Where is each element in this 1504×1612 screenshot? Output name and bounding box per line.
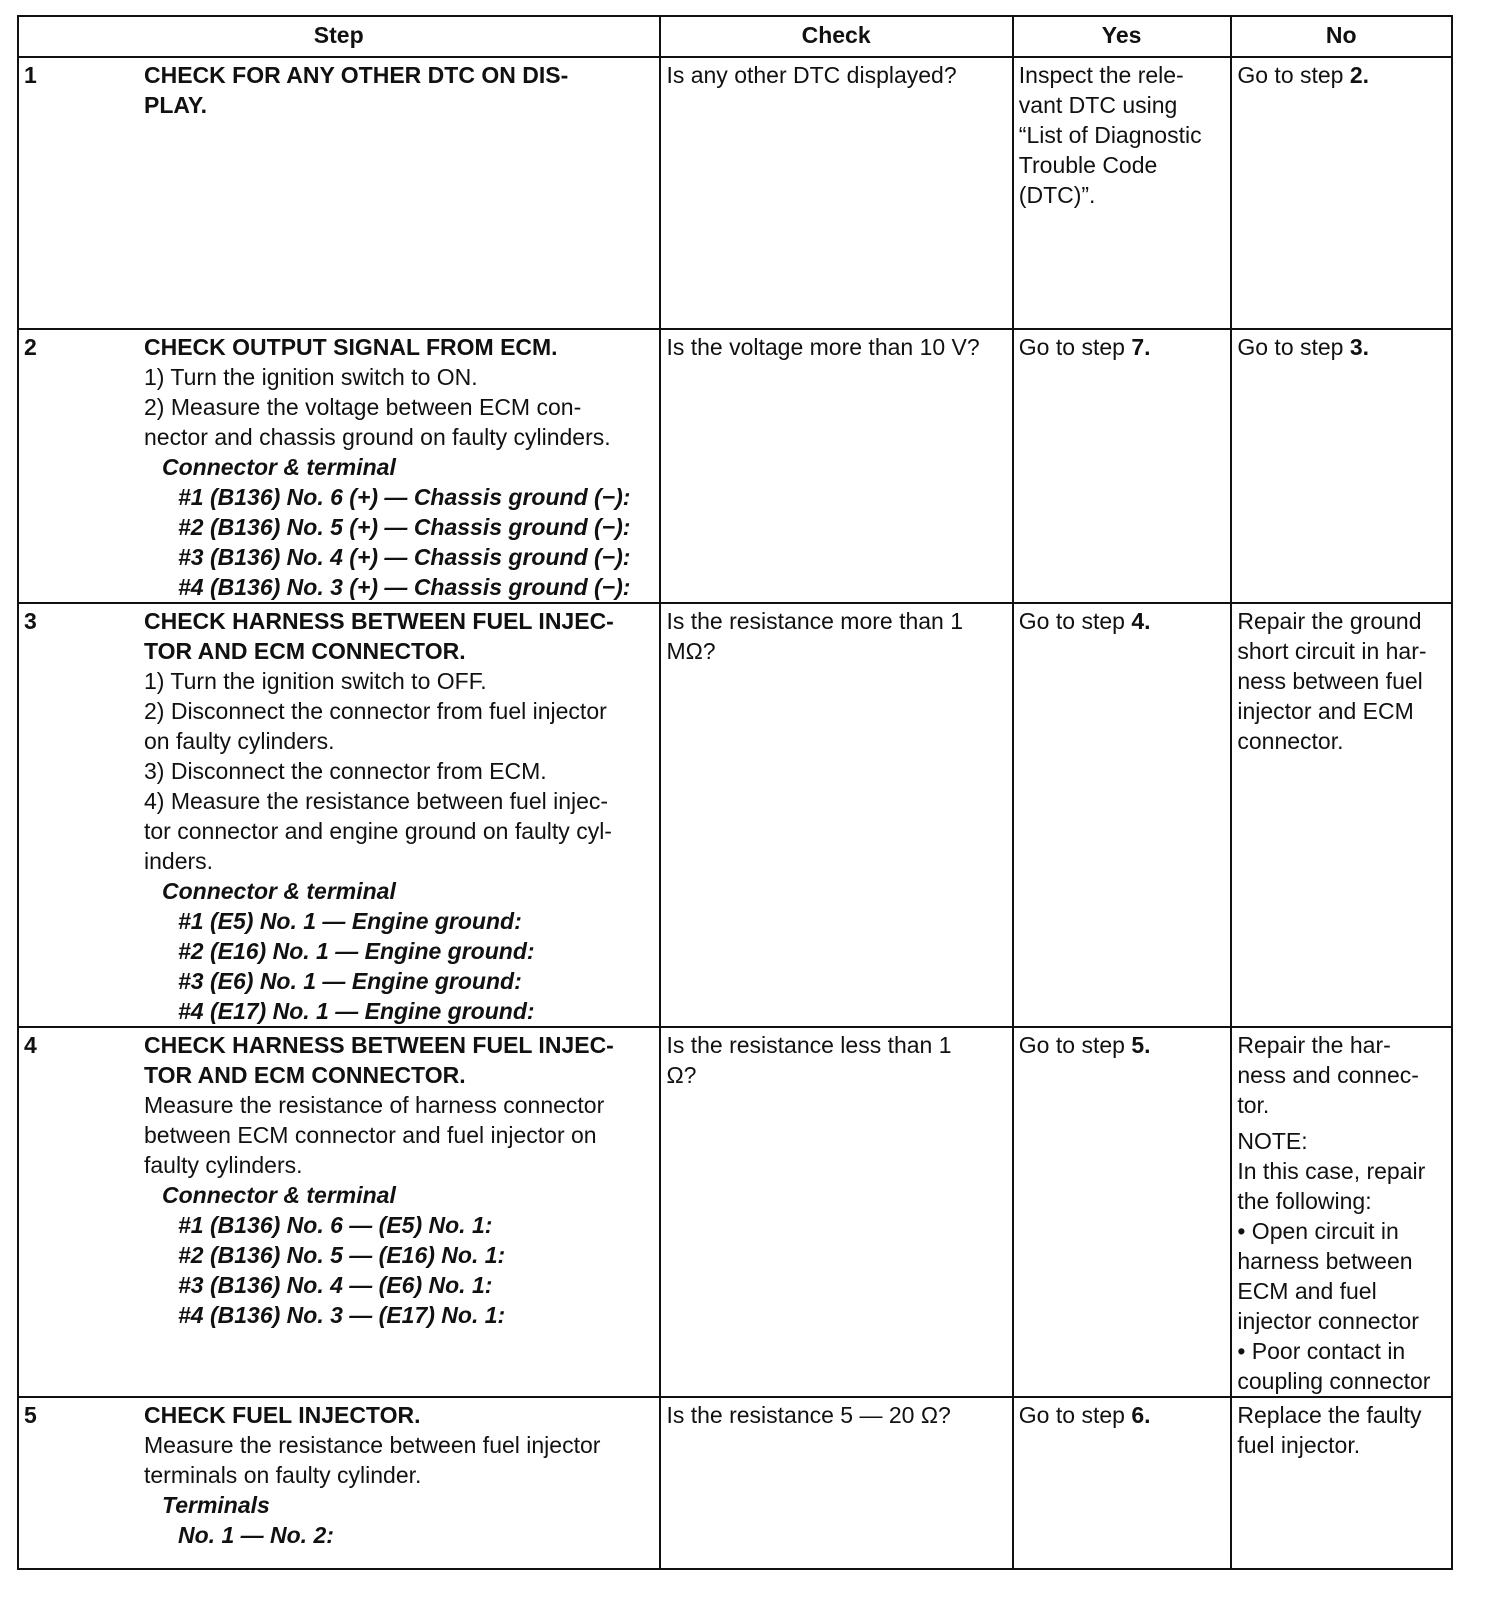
note-text: harness between	[1237, 1248, 1413, 1274]
terminal-spec: #2 (B136) No. 5 (+) — Chassis ground (−):	[178, 514, 631, 540]
yes-cell	[1013, 329, 1232, 603]
no-text: Replace the faulty	[1237, 1402, 1422, 1428]
header-check: Check	[660, 16, 1012, 57]
yes-step-ref: 7.	[1131, 334, 1151, 360]
terminal-label: Connector & terminal	[162, 878, 396, 904]
yes-text: Go to step	[1018, 1032, 1132, 1058]
step-title: CHECK FUEL INJECTOR.	[144, 1402, 421, 1428]
terminal-spec: #3 (B136) No. 4 — (E6) No. 1:	[178, 1272, 493, 1298]
terminal-spec: #2 (B136) No. 5 — (E16) No. 1:	[178, 1242, 506, 1268]
table-row-step-4	[18, 1027, 1452, 1397]
yes-step-ref: 5.	[1131, 1032, 1151, 1058]
check-question: Is the resistance 5 — 20 Ω?	[666, 1402, 951, 1428]
step-instruction: 2) Disconnect the connector from fuel injector	[144, 698, 607, 724]
terminal-spec: #3 (E6) No. 1 — Engine ground:	[178, 968, 522, 994]
check-cell	[660, 329, 1012, 603]
terminal-spec: #4 (E17) No. 1 — Engine ground:	[178, 998, 535, 1024]
step-instruction: 3) Disconnect the connector from ECM.	[144, 758, 547, 784]
no-text: ness and connec-	[1237, 1062, 1419, 1088]
header-no: No	[1231, 16, 1452, 57]
no-text: fuel injector.	[1237, 1432, 1361, 1458]
no-cell	[1231, 1397, 1452, 1569]
step-instruction: tor connector and engine ground on faulty cyl-	[144, 818, 612, 844]
terminal-spec: #4 (B136) No. 3 — (E17) No. 1:	[178, 1302, 506, 1328]
check-question: Is the voltage more than 10 V?	[666, 334, 980, 360]
terminal-label: Terminals	[162, 1492, 270, 1518]
step-number: 1	[24, 62, 37, 88]
terminal-spec: #3 (B136) No. 4 (+) — Chassis ground (−):	[178, 544, 631, 570]
step-instruction: 1) Turn the ignition switch to OFF.	[144, 668, 487, 694]
table-row-step-1	[18, 57, 1452, 329]
note-text: • Poor contact in	[1237, 1338, 1406, 1364]
yes-cell	[1013, 57, 1232, 329]
step-instruction: faulty cylinders.	[144, 1152, 303, 1178]
step-cell	[18, 329, 660, 603]
terminal-spec: #4 (B136) No. 3 (+) — Chassis ground (−):	[178, 574, 631, 600]
yes-text: Go to step	[1018, 1402, 1132, 1428]
yes-step-ref: 6.	[1131, 1402, 1151, 1428]
no-text: Go to step	[1237, 62, 1350, 88]
no-text: connector.	[1237, 728, 1344, 754]
header-row	[18, 16, 1452, 57]
terminal-spec: #2 (E16) No. 1 — Engine ground:	[178, 938, 535, 964]
yes-cell	[1013, 1397, 1232, 1569]
note-label: NOTE:	[1237, 1128, 1308, 1154]
no-text: ness between fuel	[1237, 668, 1423, 694]
step-cell	[18, 1397, 660, 1569]
step-title: PLAY.	[144, 92, 208, 118]
note-text: coupling connector	[1237, 1368, 1431, 1394]
check-question: Is the resistance less than 1	[666, 1032, 952, 1058]
yes-text: vant DTC using	[1018, 92, 1178, 118]
yes-cell	[1013, 1027, 1232, 1397]
no-text: short circuit in har-	[1237, 638, 1427, 664]
note-text: the following:	[1237, 1188, 1372, 1214]
no-text: Repair the har-	[1237, 1032, 1391, 1058]
step-instruction: inders.	[144, 848, 214, 874]
header-step: Step	[18, 16, 660, 57]
check-cell	[660, 603, 1012, 1027]
terminal-label: Connector & terminal	[162, 454, 396, 480]
note-text: ECM and fuel	[1237, 1278, 1377, 1304]
header-yes: Yes	[1013, 16, 1232, 57]
yes-step-ref: 4.	[1131, 608, 1151, 634]
step-instruction: terminals on faulty cylinder.	[144, 1462, 422, 1488]
no-cell	[1231, 1027, 1452, 1397]
note-text: • Open circuit in	[1237, 1218, 1399, 1244]
step-title: TOR AND ECM CONNECTOR.	[144, 1062, 466, 1088]
terminal-spec: #1 (B136) No. 6 (+) — Chassis ground (−):	[178, 484, 631, 510]
terminal-spec: #1 (B136) No. 6 — (E5) No. 1:	[178, 1212, 493, 1238]
note-text: In this case, repair	[1237, 1158, 1426, 1184]
step-instruction: 4) Measure the resistance between fuel injec-	[144, 788, 609, 814]
yes-text: Go to step	[1018, 608, 1132, 634]
step-instruction: Measure the resistance between fuel injector	[144, 1432, 601, 1458]
step-title: CHECK FOR ANY OTHER DTC ON DIS-	[144, 62, 569, 88]
check-cell	[660, 57, 1012, 329]
no-cell	[1231, 57, 1452, 329]
table-row-step-3	[18, 603, 1452, 1027]
step-number: 5	[24, 1402, 37, 1428]
check-question: Is any other DTC displayed?	[666, 62, 957, 88]
step-instruction: 2) Measure the voltage between ECM con-	[144, 394, 582, 420]
step-instruction: nector and chassis ground on faulty cylinders.	[144, 424, 611, 450]
no-cell	[1231, 329, 1452, 603]
no-step-ref: 2.	[1349, 62, 1370, 88]
step-instruction: 1) Turn the ignition switch to ON.	[144, 364, 478, 390]
step-number: 3	[24, 608, 37, 634]
step-cell	[18, 603, 660, 1027]
no-text: injector and ECM	[1237, 698, 1414, 724]
step-title: CHECK OUTPUT SIGNAL FROM ECM.	[144, 334, 558, 360]
step-cell	[18, 1027, 660, 1397]
no-text: Repair the ground	[1237, 608, 1422, 634]
step-instruction: between ECM connector and fuel injector on	[144, 1122, 597, 1148]
diagnostic-table	[17, 15, 1453, 1570]
step-number: 2	[24, 334, 37, 360]
check-question: Is the resistance more than 1	[666, 608, 964, 634]
no-step-ref: 3.	[1349, 334, 1370, 360]
yes-text: “List of Diagnostic	[1018, 122, 1202, 148]
check-question: Ω?	[666, 1062, 697, 1088]
terminal-spec: #1 (E5) No. 1 — Engine ground:	[178, 908, 522, 934]
step-title: CHECK HARNESS BETWEEN FUEL INJEC-	[144, 608, 614, 634]
table-row-step-5	[18, 1397, 1452, 1569]
yes-text: Go to step	[1018, 334, 1132, 360]
step-title: TOR AND ECM CONNECTOR.	[144, 638, 466, 664]
no-cell	[1231, 603, 1452, 1027]
yes-text: Inspect the rele-	[1018, 62, 1184, 88]
step-instruction: on faulty cylinders.	[144, 728, 335, 754]
yes-text: (DTC)”.	[1018, 182, 1096, 208]
note-text: injector connector	[1237, 1308, 1419, 1334]
yes-text: Trouble Code	[1018, 152, 1158, 178]
no-text: tor.	[1237, 1092, 1270, 1118]
yes-cell	[1013, 603, 1232, 1027]
check-cell	[660, 1027, 1012, 1397]
step-title: CHECK HARNESS BETWEEN FUEL INJEC-	[144, 1032, 614, 1058]
terminal-spec: No. 1 — No. 2:	[178, 1522, 334, 1548]
step-cell	[18, 57, 660, 329]
step-instruction: Measure the resistance of harness connector	[144, 1092, 605, 1118]
step-number: 4	[24, 1032, 37, 1058]
check-cell	[660, 1397, 1012, 1569]
no-text: Go to step	[1237, 334, 1350, 360]
check-question: MΩ?	[666, 638, 716, 664]
terminal-label: Connector & terminal	[162, 1182, 396, 1208]
table-row-step-2	[18, 329, 1452, 603]
